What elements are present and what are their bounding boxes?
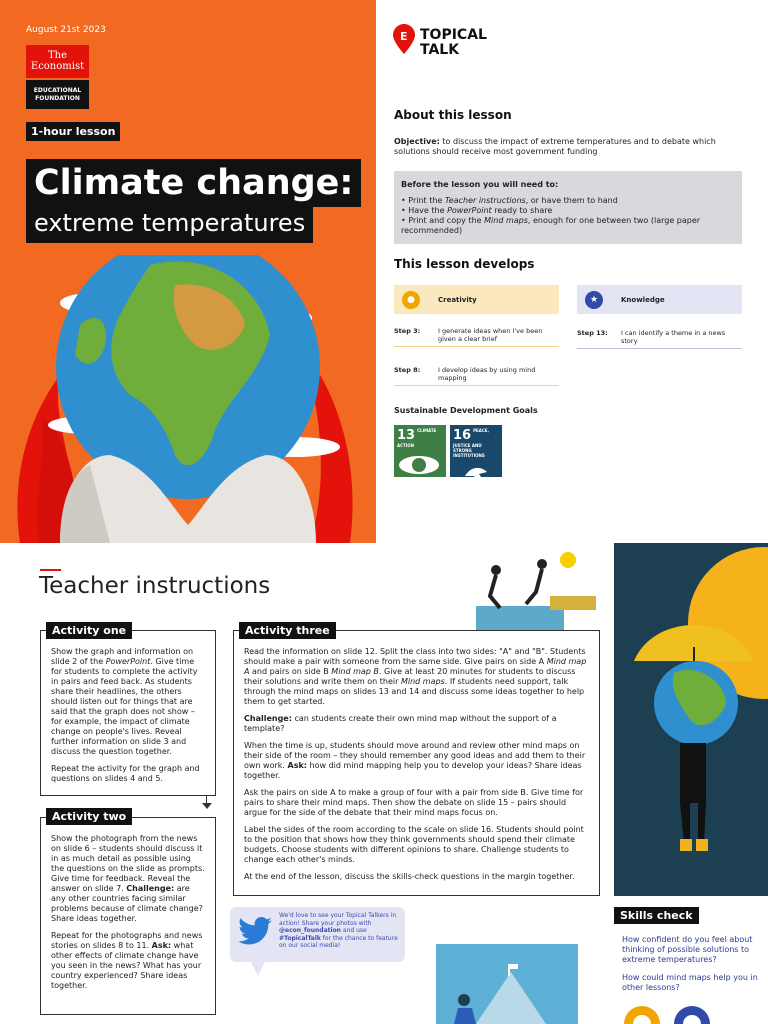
lesson-develops-heading: This lesson develops	[394, 257, 535, 271]
objective-text: to discuss the impact of extreme temperatures and to debate which solutions should receive most government funding	[394, 137, 716, 156]
preparation-list	[401, 196, 735, 236]
svg-text:E: E	[400, 30, 408, 43]
lesson-date: August 21st 2023	[26, 25, 106, 35]
list-item: • Have the PowerPoint ready to share	[401, 206, 735, 216]
teacher-instructions-title: Teacher instructions	[39, 573, 271, 599]
activity-two-box	[40, 817, 216, 1015]
activity-one-paragraph-2: Repeat the activity for the graph and questions on slides 4 and 5.	[51, 764, 200, 783]
activity-three-paragraph-5: Label the sides of the room according to the scale on slide 16. Students should point to the position that shows how they think governments should spend their climate budgets. Choose students with different opinions to share. Challenge students to change each other's minds.	[244, 825, 584, 864]
activity-three-label: Activity three	[239, 622, 336, 639]
explorer-mountain-illustration	[436, 944, 578, 1024]
skill-creativity	[394, 285, 559, 314]
activity-one-paragraph-1: Show the graph and information on slide 2 of the PowerPoint. Give time for students to complete the activity in pairs and feed back. As students share their headlines, the others should listen out for things that are said that the graph does not show – for example, the impact of climate change on people's lives. Reveal further information on slide 3 and discuss the question together.	[51, 647, 198, 756]
topical-talk-pin-icon	[393, 24, 415, 54]
dove-icon	[453, 462, 497, 482]
activity-two-label: Activity two	[46, 808, 132, 825]
lesson-cover	[0, 0, 376, 543]
activity-two-paragraph-2: Repeat for the photographs and news stories on slides 8 to 11. Ask: what other effects of climate change have you seen in the news? What has your country experienced? Share ideas together.	[51, 931, 203, 990]
lightbulb-icon: ●	[402, 291, 420, 309]
activity-two-paragraph-1: Show the photograph from the news on slide 6 – students should discuss it in as much detail as possible using the questions on the slide as prompts. Give time for feedback. Reveal the answer on slide 7. Challenge: are any other countries facing similar problems because of climate change? Share ideas together.	[51, 834, 205, 923]
logo-line-1: The	[47, 50, 68, 61]
title-accent-rule	[40, 569, 61, 571]
activity-three-paragraph-6: At the end of the lesson, discuss the skills-check questions in the margin together.	[244, 872, 575, 881]
eye-globe-icon	[397, 454, 441, 476]
logo-sub-2: FOUNDATION	[35, 95, 80, 102]
skill-knowledge	[577, 285, 742, 314]
activity-three-paragraph-3: When the time is up, students should move around and review other mind maps on their side of the room – they should remember any good ideas and add them to their own work. Ask: how did mind mapping help you to develop your ideas? Share ideas together.	[244, 741, 586, 780]
hashtag-link[interactable]: #TopicalTalk	[279, 934, 321, 942]
twitter-bird-icon	[238, 917, 272, 945]
skill-name: Creativity	[438, 295, 477, 304]
sdg-heading: Sustainable Development Goals	[394, 406, 538, 415]
preparation-box	[394, 171, 742, 244]
preparation-heading: Before the lesson you will need to:	[401, 180, 559, 189]
about-lesson-heading: About this lesson	[394, 108, 512, 122]
sdg-16-badge: 16 PEACE, JUSTICE AND STRONG INSTITUTIONS	[450, 425, 502, 477]
activity-three-box	[233, 630, 600, 896]
social-handle-link[interactable]: @econ_foundation	[279, 927, 341, 934]
list-item: • Print and copy the Mind maps, enough for one between two (large paper recommended)	[401, 216, 735, 236]
creativity-step-3: Step 3: I generate ideas when I've been given a clear brief	[394, 327, 559, 347]
social-share-text: We'd love to see your Topical Talkers in action! Share your photos with @econ_foundation and use #TopicalTalk for the chance to feature on our social media!	[279, 912, 398, 949]
objective-label: Objective:	[394, 137, 440, 146]
lesson-objective	[394, 137, 744, 157]
skills-check-question-1: How confident do you feel about thinking of possible solutions to extreme temperatures?	[622, 935, 753, 964]
list-item: • Print the Teacher instructions, or have them to hand	[401, 196, 735, 206]
creativity-step-8: Step 8: I develop ideas by using mind mapping	[394, 366, 559, 386]
umbrella-globe-illustration	[614, 543, 768, 896]
arrow-down-icon	[202, 803, 212, 809]
skill-name: Knowledge	[621, 295, 665, 304]
activity-three-paragraph-1: Read the information on slide 12. Split the class into two sides: "A" and "B". Students should make a pair with someone from the same side. Give pairs on side A Mind map A and pairs on side B Mind map B. Give at least 20 minutes for students to discuss their solutions and write them on their Mind maps. If students need support, talk through the mind maps on slides 13 and 14 and discuss some ideas together to help them to get started.	[244, 647, 587, 706]
cover-title-line-1: Climate change:	[26, 159, 361, 207]
activity-three-paragraph-4: Ask the pairs on side A to make a group of four with a pair from side B. Give time for pairs to share their mind maps. Then show the debate on slide 15 – pairs should argue for the side of the debate that their mind maps focus on.	[244, 788, 584, 817]
activity-one-label: Activity one	[46, 622, 132, 639]
activity-one-box	[40, 630, 216, 796]
cover-title-line-2: extreme temperatures	[26, 203, 313, 243]
skills-check-label: Skills check	[614, 907, 699, 924]
economist-foundation-logo	[26, 45, 89, 109]
topical-talk-wordmark	[420, 28, 487, 58]
logo-sub-1: EDUCATIONAL	[33, 87, 82, 94]
brand-line-2: TALK	[420, 42, 460, 58]
skill-badges	[622, 1004, 714, 1024]
knowledge-icon: ★	[585, 291, 603, 309]
logo-line-2: Economist	[30, 61, 85, 72]
bubble-tail	[250, 960, 266, 976]
knowledge-step-13: Step 13: I can identify a theme in a news story	[577, 329, 742, 349]
globe-in-hands-illustration	[0, 255, 376, 543]
lesson-duration-tag: 1-hour lesson	[26, 122, 120, 141]
brand-line-1: TOPICAL	[420, 27, 487, 43]
people-running-illustration	[470, 548, 600, 634]
activity-three-paragraph-2: Challenge: can students create their own mind map without the support of a template?	[244, 714, 557, 733]
skills-check-question-2: How could mind maps help you in other lessons?	[622, 973, 758, 992]
sdg-13-badge: 13 CLIMATE ACTION	[394, 425, 446, 477]
